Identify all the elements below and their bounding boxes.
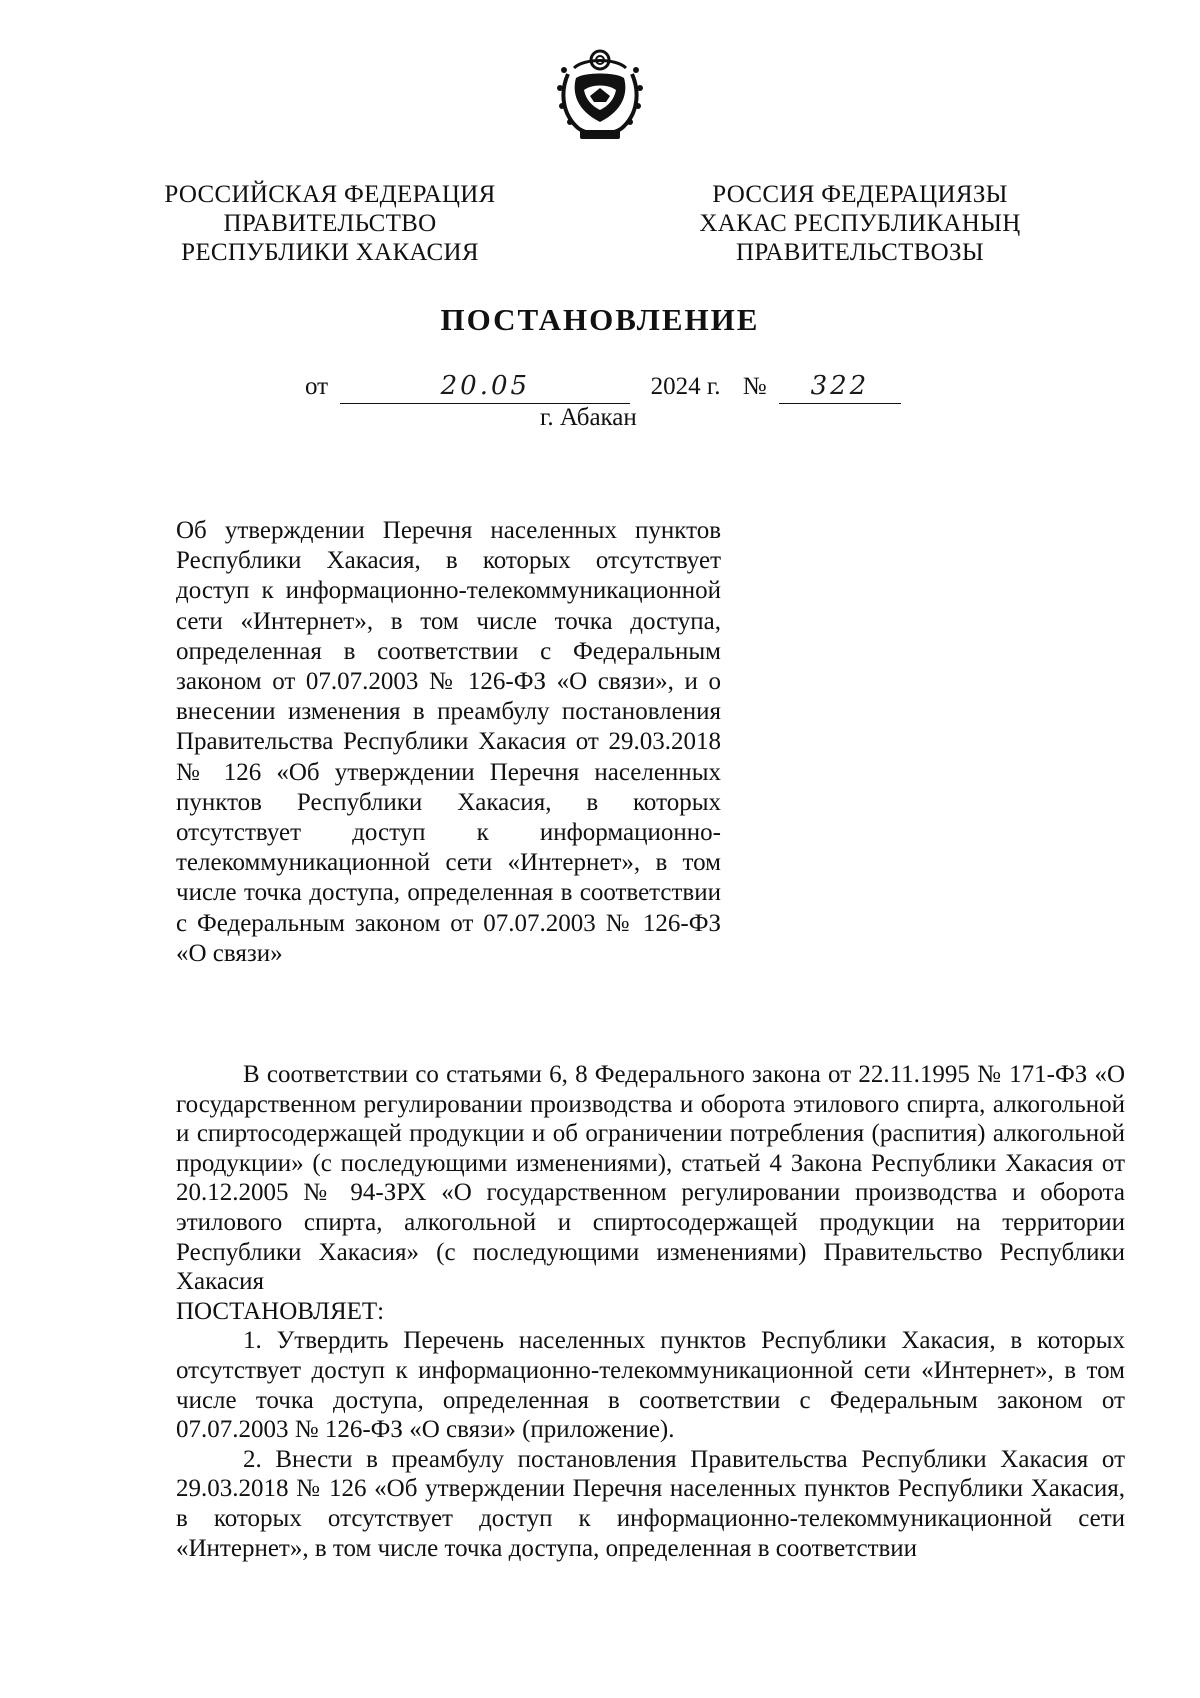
number-label: №	[742, 373, 767, 400]
header-left	[160, 180, 500, 267]
header-right-line: ПРАВИТЕЛЬСТВОЗЫ	[736, 239, 984, 266]
resolves-line: ПОСТАНОВЛЯЕТ:	[176, 1297, 385, 1325]
header-right-line: ХАКАС РЕСПУБЛИКАНЫҢ	[699, 210, 1021, 237]
number-field: 322	[779, 371, 901, 404]
document-title: ПОСТАНОВЛЕНИЕ	[440, 302, 760, 337]
coat-of-arms-icon	[554, 44, 646, 144]
preamble-paragraph: В соответствии со статьями 6, 8 Федерального закона от 22.11.1995 № 171-ФЗ «О государственном регулировании производства и оборота этилового спирта, алкогольной и спиртосодержащей продукции и об ограничении потребления (распития) алкогольной продукции» (с последующими изменениями), статьей 4 Закона Республики Хакасия от 20.12.2005 № 94-ЗРХ «О государственном регулировании производства и оборота этилового спирта, алкогольной и спиртосодержащей продукции на территории Республики Хакасия» (с последующими изменениями) Правительство Республики Хакасия	[176, 1061, 1125, 1296]
date-field: 20.05	[340, 371, 630, 404]
header-left-line: ПРАВИТЕЛЬСТВО	[223, 210, 437, 237]
city: г. Абакан	[540, 404, 637, 431]
header-right	[690, 180, 1030, 267]
header-left-line: РОССИЙСКАЯ ФЕДЕРАЦИЯ	[164, 181, 496, 208]
document-body	[176, 1060, 1125, 1563]
item-2-paragraph: 2. Внести в преамбулу постановления Правительства Республики Хакасия от 29.03.2018 № 126 «Об утверждении Перечня населенных пунктов Республики Хакасия, в которых отсутствует доступ к информационно-телекоммуникационной сети «Интернет», в том числе точка доступа, определенная в соответствии	[176, 1445, 1125, 1562]
date-line	[305, 370, 901, 404]
header-right-line: РОССИЯ ФЕДЕРАЦИЯЗЫ	[712, 181, 1008, 208]
document-subject: Об утверждении Перечня населенных пунктов Республики Хакасия, в которых отсутствует доступ к информационно-телекоммуникационной сети «Интернет», в том числе точка доступа, определенная в соответствии с Федеральным законом от 07.07.2003 № 126-ФЗ «О связи», и о внесении изменения в преамбулу постановления Правительства Республики Хакасия от 29.03.2018 № 126 «Об утверждении Перечня населенных пунктов Республики Хакасия, в которых отсутствует доступ к информационно-телекоммуникационной сети «Интернет», в том числе точка доступа, определенная в соответствии с Федеральным законом от 07.07.2003 № 126-ФЗ «О связи»	[176, 517, 721, 967]
header-left-line: РЕСПУБЛИКИ ХАКАСИЯ	[181, 239, 479, 266]
item-1-paragraph: 1. Утвердить Перечень населенных пунктов Республики Хакасия, в которых отсутствует доступ к информационно-телекоммуникационной сети «Интернет», в том числе точка доступа, определенная в соответствии с Федеральным законом от 07.07.2003 № 126-ФЗ «О связи» (приложение).	[176, 1327, 1125, 1444]
year-label: 2024 г.	[650, 373, 721, 400]
from-label: от	[305, 373, 329, 400]
